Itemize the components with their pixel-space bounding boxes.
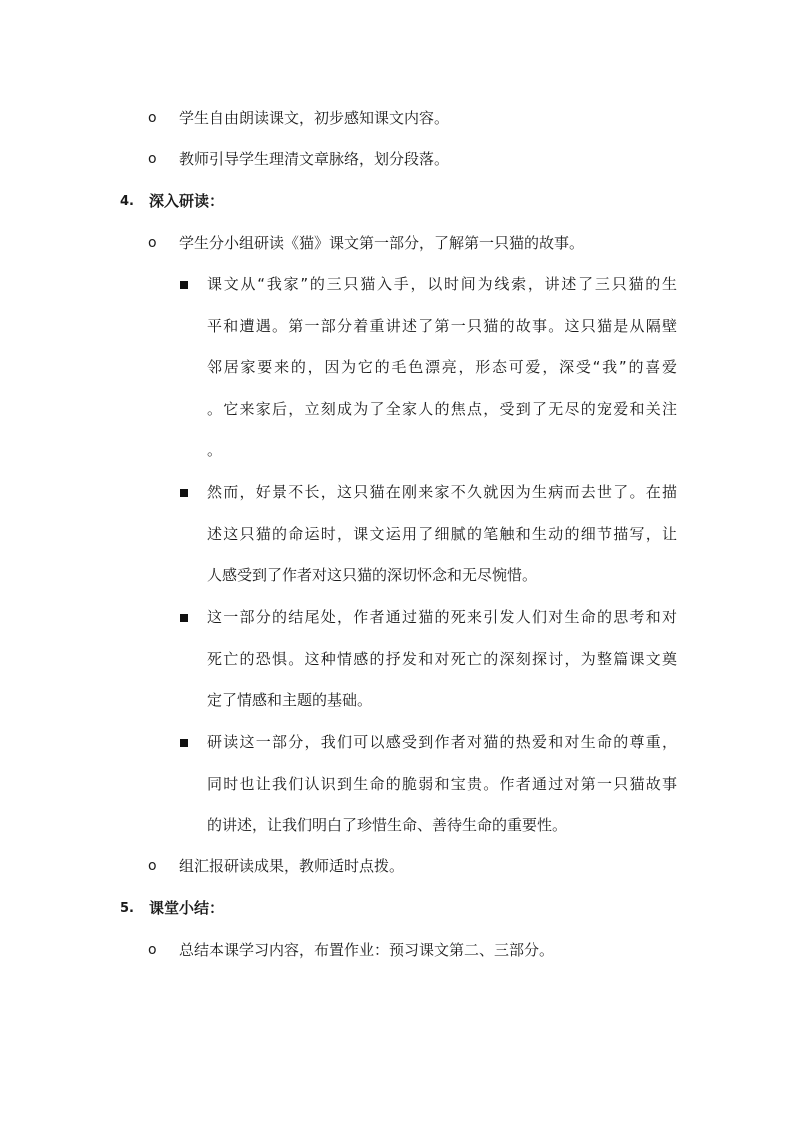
- section-heading: 课堂小结：: [149, 899, 225, 917]
- paragraph-line: 。它来家后，立刻成为了全家人的焦点，受到了无尽的宠爱和关注: [207, 399, 677, 418]
- circle-bullet-icon: o: [148, 151, 157, 167]
- bullet-item: 学生分小组研读《猫》课文第一部分，了解第一只猫的故事。: [179, 234, 585, 252]
- square-bullet-icon: [180, 281, 188, 289]
- sub-bullet-paragraph: [207, 597, 677, 722]
- circle-bullet-icon: o: [148, 858, 157, 874]
- section-number: 5.: [120, 901, 134, 916]
- circle-bullet-icon: o: [148, 235, 157, 251]
- paragraph-line: 然而，好景不长，这只猫在刚来家不久就因为生病而去世了。在描: [207, 483, 677, 501]
- paragraph-line: 平和遭遇。第一部分着重讲述了第一只猫的故事。这只猫是从隔壁: [207, 316, 677, 335]
- sub-bullet-paragraph: [207, 722, 677, 847]
- section-number: 4.: [120, 194, 134, 209]
- paragraph-line: 课文从“我家”的三只猫入手，以时间为线索，讲述了三只猫的生: [207, 275, 677, 293]
- paragraph-line: 同时也让我们认识到生命的脆弱和宝贵。作者通过对第一只猫故事: [207, 774, 677, 793]
- sub-bullet-paragraph: [207, 264, 677, 472]
- paragraph-line: 死亡的恐惧。这种情感的抒发和对死亡的深刻探讨，为整篇课文奠: [207, 649, 677, 668]
- bullet-item: 组汇报研读成果，教师适时点拨。: [179, 857, 405, 875]
- paragraph-line: 述这只猫的命运时，课文运用了细腻的笔触和生动的细节描写，让: [207, 524, 677, 543]
- paragraph-line: 。: [207, 441, 223, 459]
- paragraph-line: 研读这一部分，我们可以感受到作者对猫的热爱和对生命的尊重，: [207, 733, 677, 751]
- section-heading: 深入研读：: [149, 192, 225, 210]
- bullet-item: 总结本课学习内容，布置作业：预习课文第二、三部分。: [179, 941, 555, 959]
- sub-bullet-paragraph: [207, 472, 677, 597]
- paragraph-line: 的讲述，让我们明白了珍惜生命、善待生命的重要性。: [207, 816, 568, 834]
- square-bullet-icon: [180, 614, 188, 622]
- square-bullet-icon: [180, 489, 188, 497]
- paragraph-line: 人感受到了作者对这只猫的深切怀念和无尽惋惜。: [207, 566, 538, 584]
- square-bullet-icon: [180, 739, 188, 747]
- paragraph-line: 邻居家要来的，因为它的毛色漂亮，形态可爱，深受“我”的喜爱: [207, 358, 677, 376]
- paragraph-line: 定了情感和主题的基础。: [207, 691, 373, 709]
- circle-bullet-icon: o: [148, 110, 157, 126]
- circle-bullet-icon: o: [148, 942, 157, 958]
- bullet-item: 教师引导学生理清文章脉络，划分段落。: [179, 150, 450, 168]
- paragraph-line: 这一部分的结尾处，作者通过猫的死来引发人们对生命的思考和对: [207, 608, 677, 626]
- bullet-item: 学生自由朗读课文，初步感知课文内容。: [179, 109, 450, 127]
